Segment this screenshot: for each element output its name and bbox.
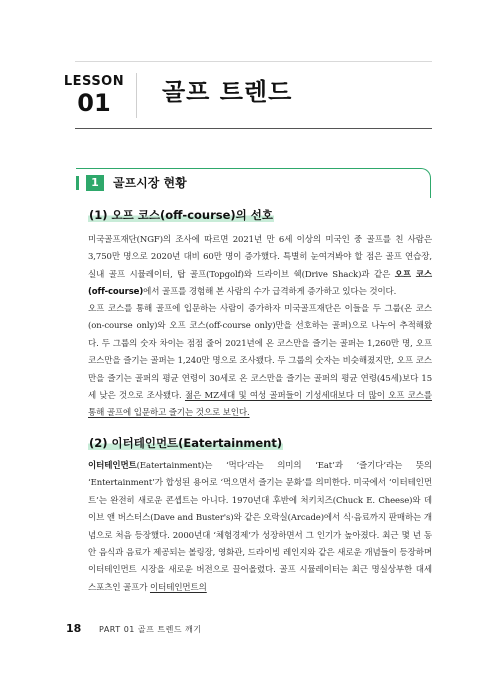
lesson-label: LESSON [63,74,125,89]
paragraph-1: 미국골프재단(NGF)의 조사에 따르면 2021년 만 6세 이상의 미국인 중 골프를 친 사람은 3,750만 명으로 2020년 대비 60만 명이 증가했다. 특별히 눈여겨봐야 할 점은 골프 연습장, 실내 골프 시뮬레이터, 탑 골프(Topgolf)와 드라이브 쉑(Drive Shack)과 같은 오프 코스(off-course)에서 골프를 경험해 본 사람의 수가 급격하게 증가하고 있다는 것이다. [88,235,433,298]
page-number: 18 [66,622,82,635]
top-rule [75,61,432,62]
lesson-badge [60,74,128,115]
section-number: 1 [86,175,104,191]
bold-term: 이터테인먼트 [88,461,137,471]
section-title: 골프시장 현황 [113,176,187,190]
section-accent-bar [76,176,79,190]
subsection-heading-2: (2) 이터테인먼트(Eatertainment) [89,436,283,450]
underlined-phrase: 이터테인먼트의 [149,582,207,593]
lesson-number: 01 [77,89,111,117]
header-divider [136,73,137,118]
paragraph-3: 이터테인먼트(Eatertainment)는 ‘먹다’라는 의미의 ‘Eat’과 ‘즐기다’라는 뜻의 ‘Entertainment’가 합성된 용어로 ‘먹으면서 즐기는 문화’를 의미한다. 미국에서 ‘이터테인먼트’는 완전히 새로운 콘셉트는 아니다. 1970년대 후반에 처키치즈(Chuck E. Cheese)와 데이브 앤 버스터스(Dave and Buster's)와 같은 오락실(Arcade)에서 식·음료까지 판매하는 개념으로 처음 등장했다. 2000년대 ‘체험경제’가 성장하면서 그 인기가 높아졌다. 최근 몇 년 동안 음식과 음료가 제공되는 볼링장, 영화관, 드라이빙 레인지와 같은 새로운 개념들이 등장하며 이터테인먼트 시장을 새로운 버전으로 끌어올렸다. 골프 시뮬레이터는 최근 명실상부한 대세 스포츠인 골프가 이터테인먼트의 [88,461,432,593]
subsection-heading-1: (1) 오프 코스(off-course)의 선호 [89,208,274,222]
underlined-sentence: 젊은 MZ세대 및 여성 골퍼들이 기성세대보다 더 많이 오프 코스를 통해 골프에 입문하고 즐기는 것으로 보인다. [88,391,433,419]
bold-term: 오프 코스(off-course) [88,269,433,298]
title-rule [75,128,432,129]
paragraph-2: 오프 코스를 통해 골프에 입문하는 사람이 증가하자 미국골프재단은 이들을 두 그룹(온 코스(on-course only)와 오프 코스(off-course only)만을 선호하는 골퍼)으로 나누어 추적해왔다. 두 그룹의 숫자 차이는 점점 줄어 2021년에 온 코스만을 즐기는 골퍼는 1,260만 명, 오프 코스만을 즐기는 골퍼는 1,240만 명으로 조사됐다. 두 그룹의 숫자는 비슷해졌지만, 오프 코스만을 즐기는 골퍼의 평균 연령이 30세로 온 코스만을 즐기는 골퍼의 평균 연령(45세)보다 15세 낮은 것으로 조사됐다. 젊은 MZ세대 및 여성 골퍼들이 기성세대보다 더 많이 오프 코스를 통해 골프에 입문하고 즐기는 것으로 보인다. [88,304,433,419]
running-footer: PART 01 골프 트렌드 깨기 [99,625,202,634]
chapter-title: 골프 트렌드 [162,78,293,106]
